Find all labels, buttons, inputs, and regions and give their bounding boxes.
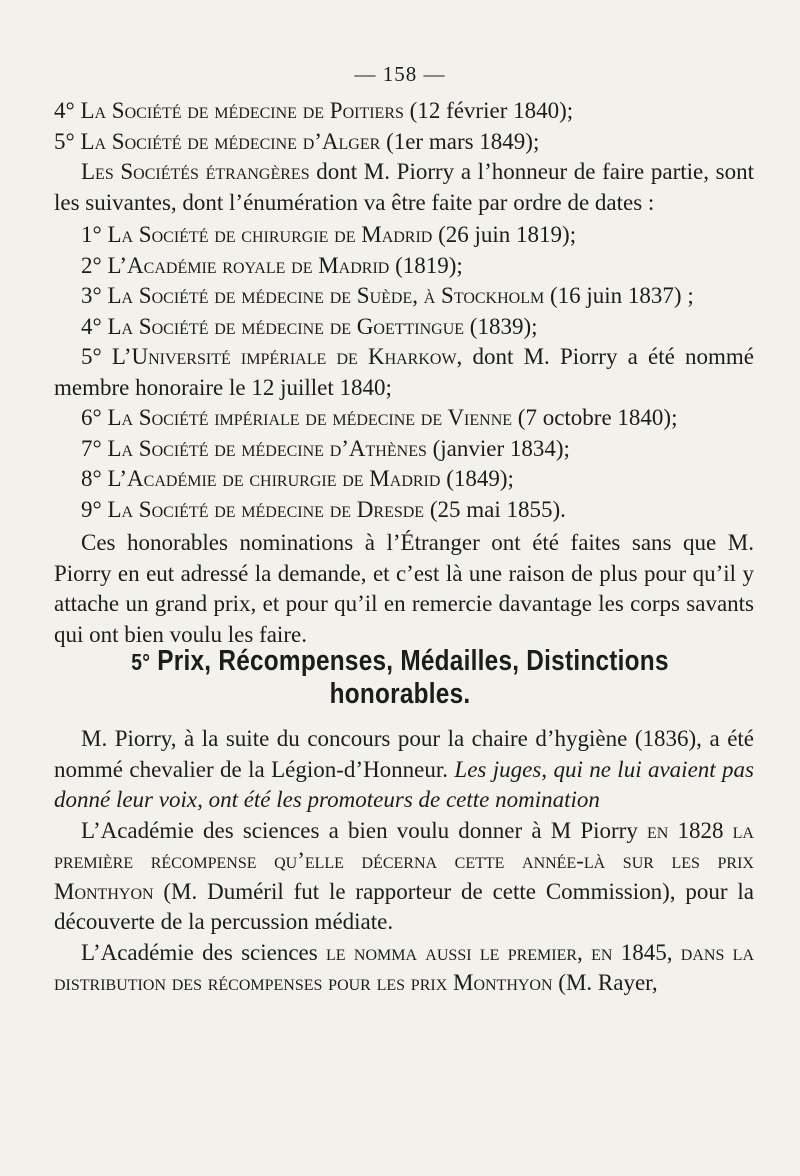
small-caps-text: le nomma aussi le premier, en 1845, dans la distribution des récompenses pour les prix Monthyon <box>54 939 754 995</box>
society-date: (16 juin 1837) ; <box>544 283 694 308</box>
section-title: Prix, Récompenses, Médailles, Distinctions honorables. <box>157 645 669 710</box>
prizes-section <box>54 724 754 999</box>
society-date: (12 février 1840); <box>403 98 574 123</box>
list-item-number: 4° <box>54 98 75 123</box>
list-item <box>54 312 754 343</box>
society-name: La Société de médecine de Dresde <box>107 496 425 522</box>
society-date: (1839); <box>464 313 538 339</box>
list-item-number: 3° <box>81 283 102 308</box>
society-name: L’Académie de chirurgie de Madrid <box>107 466 441 491</box>
society-list-continued <box>54 96 754 218</box>
section-heading <box>64 645 736 711</box>
society-name: La Société impériale de médecine de Vienne <box>107 405 513 430</box>
intro-lead: Les Sociétés étrangères <box>81 159 310 184</box>
list-item-number: 9° <box>81 496 102 522</box>
list-item <box>54 251 754 282</box>
list-item <box>54 342 754 403</box>
society-name: L’Académie royale de Madrid <box>107 252 390 278</box>
society-name: La Société de médecine d’Alger <box>80 128 381 154</box>
legion-honneur-text: M. Piorry, à la suite du concours pour la chaire d’hygiène (1836), a été nommé chevalier de la Légion-d’Honneur. <box>54 726 754 782</box>
list-item <box>54 464 754 495</box>
paragraph-text: L’Académie des sciences a bien voulu donner à M Piorry <box>81 817 647 843</box>
small-caps-text: en 1828 la première récompense qu’elle décerna cette année-là sur les prix Monthyon <box>54 817 754 904</box>
list-item-number: 8° <box>81 466 102 491</box>
society-date: (1819); <box>389 252 463 278</box>
list-item-number: 7° <box>81 435 102 461</box>
society-date: (1er mars 1849); <box>380 128 540 154</box>
society-name: La Société de médecine de Goettingue <box>107 313 465 339</box>
paragraph-text: (M. Duméril fut le rapporteur de cette Commission), pour la découverte de la percussion médiate. <box>54 878 754 934</box>
society-name: La Société de médecine de Suède, à Stockholm <box>107 283 545 308</box>
society-name: L’Université impériale de Kharkow, <box>111 344 463 369</box>
society-name: La Société de médecine de Poitiers <box>80 98 404 123</box>
body-paragraph: Ces honorables nominations à l’Étranger ont été faites sans que M. Piorry en eut adressé la demande, et c’est là une raison de plus pour qu’il y attache un grand prix, et pour qu’il en remercie davantage les corps savants qui ont bien voulu les faire. <box>54 530 754 647</box>
society-date: (26 juin 1819); <box>432 222 577 247</box>
list-item <box>54 281 754 312</box>
intro-text: dont M. Piorry a l’honneur de faire partie, sont les suivantes, dont l’énumération va être faite par ordre de dates : <box>54 159 755 215</box>
body-paragraph <box>54 724 754 816</box>
society-name: La Société de chirurgie de Madrid <box>107 222 433 247</box>
list-item-number: 5° <box>54 128 75 154</box>
honors-paragraph <box>54 528 754 650</box>
list-item <box>54 220 754 251</box>
list-item-number: 5° <box>81 344 102 369</box>
body-paragraph <box>54 938 754 999</box>
list-item-number: 4° <box>81 313 102 339</box>
society-date: (25 mai 1855). <box>424 496 566 522</box>
society-date: (1849); <box>440 466 514 491</box>
paragraph-text: (M. Rayer, <box>552 970 658 995</box>
list-item-number: 2° <box>81 252 102 278</box>
list-item <box>54 495 754 526</box>
society-date: dont M. Piorry a été nommé membre honoraire le 12 juillet 1840; <box>54 344 754 400</box>
paragraph-text: L’Académie des sciences <box>81 939 327 965</box>
page-number: — 158 — <box>354 62 446 86</box>
list-item-number: 1° <box>81 222 102 247</box>
list-item-number: 6° <box>81 405 102 430</box>
society-name: La Société de médecine d’Athènes <box>107 435 427 461</box>
list-item <box>54 96 754 127</box>
list-item <box>54 434 754 465</box>
list-item <box>54 127 754 158</box>
list-item <box>54 403 754 434</box>
italic-remark: Les juges, qui ne lui avaient pas donné leur voix, ont été les promoteurs de cette nomination <box>54 756 754 812</box>
society-date: (janvier 1834); <box>426 435 570 461</box>
society-date: (7 octobre 1840); <box>512 405 678 430</box>
foreign-society-list <box>54 220 754 525</box>
section-number: 5° <box>131 649 151 675</box>
foreign-societies-intro <box>54 157 754 218</box>
body-paragraph <box>54 816 754 938</box>
